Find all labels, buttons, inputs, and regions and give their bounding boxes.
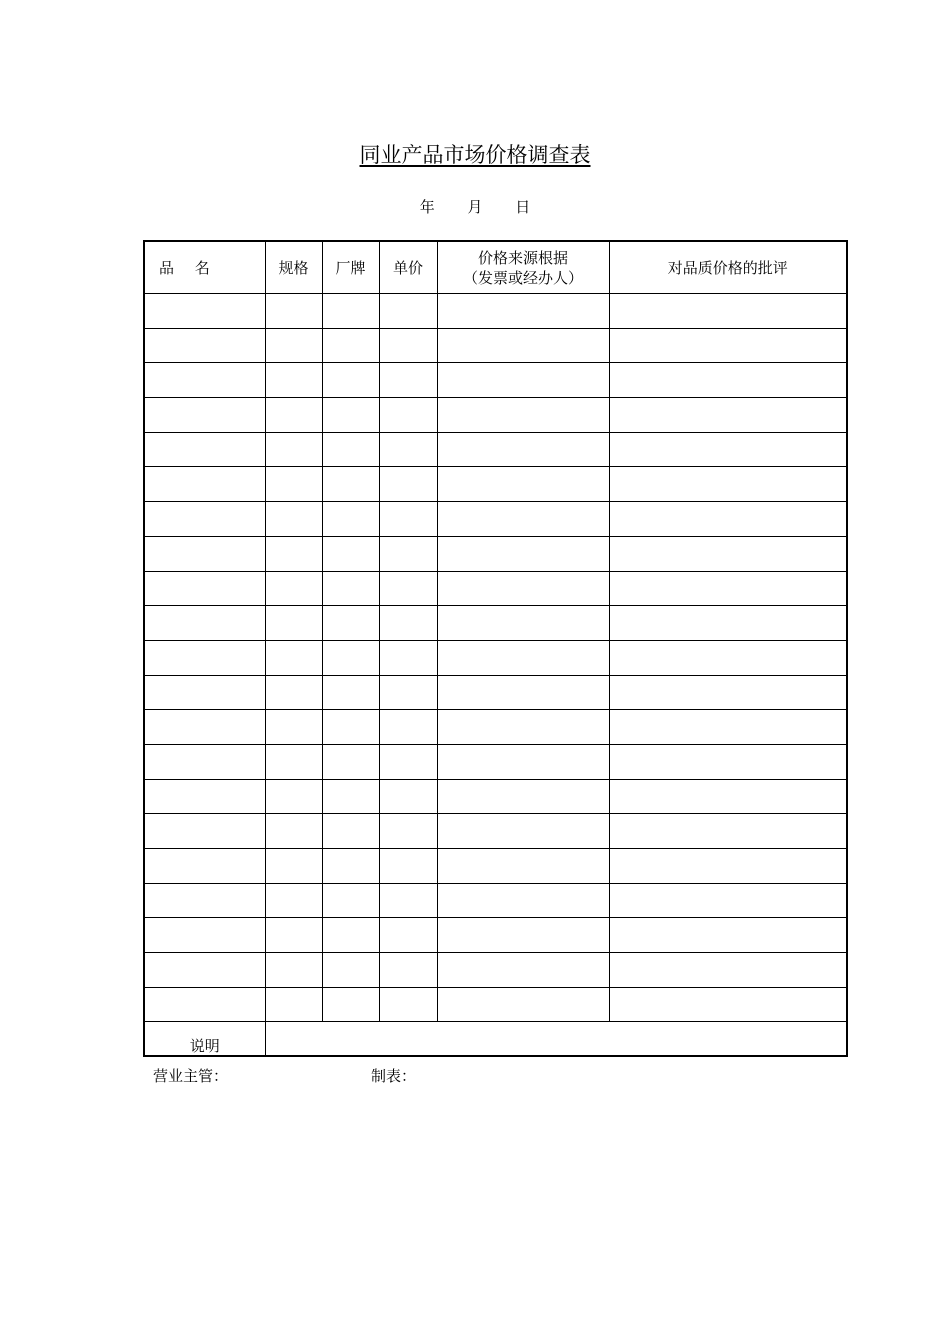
cell-quality-comment[interactable]: [609, 744, 847, 779]
cell-spec[interactable]: [265, 918, 322, 953]
table-row: [144, 502, 847, 537]
cell-unit-price[interactable]: [379, 294, 437, 329]
cell-unit-price[interactable]: [379, 779, 437, 814]
cell-spec[interactable]: [265, 849, 322, 884]
cell-spec[interactable]: [265, 536, 322, 571]
cell-price-source[interactable]: [437, 814, 609, 849]
cell-quality-comment[interactable]: [609, 398, 847, 433]
cell-brand[interactable]: [322, 398, 379, 433]
cell-product-name[interactable]: [144, 918, 265, 953]
header-unit-price: 单价: [379, 241, 437, 294]
cell-brand[interactable]: [322, 918, 379, 953]
cell-price-source[interactable]: [437, 398, 609, 433]
cell-price-source[interactable]: [437, 675, 609, 710]
cell-price-source[interactable]: [437, 294, 609, 329]
cell-brand[interactable]: [322, 953, 379, 988]
cell-product-name[interactable]: [144, 779, 265, 814]
cell-quality-comment[interactable]: [609, 432, 847, 467]
cell-product-name[interactable]: [144, 536, 265, 571]
cell-unit-price[interactable]: [379, 398, 437, 433]
table-header-row: [144, 241, 847, 294]
table-row: [144, 849, 847, 884]
table-row: [144, 779, 847, 814]
cell-price-source[interactable]: [437, 536, 609, 571]
cell-spec[interactable]: [265, 744, 322, 779]
cell-price-source[interactable]: [437, 883, 609, 918]
cell-unit-price[interactable]: [379, 918, 437, 953]
cell-product-name[interactable]: [144, 987, 265, 1022]
table-row: [144, 675, 847, 710]
cell-product-name[interactable]: [144, 294, 265, 329]
cell-spec[interactable]: [265, 398, 322, 433]
cell-price-source[interactable]: [437, 918, 609, 953]
cell-brand[interactable]: [322, 710, 379, 745]
date-month-label: 月: [467, 198, 483, 216]
cell-product-name[interactable]: [144, 571, 265, 606]
cell-product-name[interactable]: [144, 953, 265, 988]
cell-price-source[interactable]: [437, 953, 609, 988]
page-title: [0, 141, 950, 169]
cell-product-name[interactable]: [144, 710, 265, 745]
table-row: [144, 918, 847, 953]
cell-product-name[interactable]: [144, 883, 265, 918]
table-row: [144, 883, 847, 918]
cell-unit-price[interactable]: [379, 467, 437, 502]
cell-spec[interactable]: [265, 571, 322, 606]
cell-price-source[interactable]: [437, 432, 609, 467]
cell-product-name[interactable]: [144, 606, 265, 641]
cell-quality-comment[interactable]: [609, 675, 847, 710]
cell-unit-price[interactable]: [379, 640, 437, 675]
table-body: [144, 294, 847, 1057]
cell-spec[interactable]: [265, 640, 322, 675]
cell-unit-price[interactable]: [379, 744, 437, 779]
cell-unit-price[interactable]: [379, 571, 437, 606]
header-price-source-line2: （发票或经办人）: [462, 268, 583, 287]
cell-spec[interactable]: [265, 710, 322, 745]
cell-unit-price[interactable]: [379, 432, 437, 467]
cell-price-source[interactable]: [437, 467, 609, 502]
footer-maker-label: 制表：: [371, 1067, 417, 1085]
cell-unit-price[interactable]: [379, 536, 437, 571]
cell-quality-comment[interactable]: [609, 640, 847, 675]
cell-price-source[interactable]: [437, 328, 609, 363]
cell-brand[interactable]: [322, 432, 379, 467]
table-row: [144, 640, 847, 675]
header-price-source-line1: 价格来源根据: [477, 248, 568, 267]
cell-brand[interactable]: [322, 294, 379, 329]
cell-product-name[interactable]: [144, 640, 265, 675]
cell-unit-price[interactable]: [379, 606, 437, 641]
header-price-source: [437, 241, 609, 294]
date-line: [0, 197, 950, 217]
cell-brand[interactable]: [322, 675, 379, 710]
cell-spec[interactable]: [265, 363, 322, 398]
cell-unit-price[interactable]: [379, 710, 437, 745]
cell-brand[interactable]: [322, 849, 379, 884]
cell-unit-price[interactable]: [379, 502, 437, 537]
cell-brand[interactable]: [322, 328, 379, 363]
table-row: [144, 432, 847, 467]
header-product-name: 品 名: [144, 241, 265, 294]
table-row: [144, 294, 847, 329]
cell-spec[interactable]: [265, 294, 322, 329]
cell-spec[interactable]: [265, 675, 322, 710]
table-row: [144, 328, 847, 363]
cell-quality-comment[interactable]: [609, 294, 847, 329]
cell-product-name[interactable]: [144, 363, 265, 398]
cell-price-source[interactable]: [437, 987, 609, 1022]
cell-brand[interactable]: [322, 571, 379, 606]
cell-quality-comment[interactable]: [609, 536, 847, 571]
cell-unit-price[interactable]: [379, 883, 437, 918]
note-row: [144, 1022, 847, 1057]
cell-unit-price[interactable]: [379, 987, 437, 1022]
cell-spec[interactable]: [265, 779, 322, 814]
table-row: [144, 398, 847, 433]
cell-quality-comment[interactable]: [609, 849, 847, 884]
cell-quality-comment[interactable]: [609, 918, 847, 953]
note-cell[interactable]: [265, 1022, 847, 1057]
cell-price-source[interactable]: [437, 779, 609, 814]
cell-spec[interactable]: [265, 987, 322, 1022]
cell-spec[interactable]: [265, 606, 322, 641]
cell-spec[interactable]: [265, 502, 322, 537]
cell-brand[interactable]: [322, 779, 379, 814]
cell-price-source[interactable]: [437, 606, 609, 641]
cell-unit-price[interactable]: [379, 849, 437, 884]
cell-product-name[interactable]: [144, 328, 265, 363]
cell-product-name[interactable]: [144, 398, 265, 433]
cell-brand[interactable]: [322, 987, 379, 1022]
note-label: 说明: [144, 1022, 265, 1057]
table-row: [144, 363, 847, 398]
table-row: [144, 744, 847, 779]
date-year-label: 年: [419, 198, 435, 216]
cell-brand[interactable]: [322, 502, 379, 537]
cell-quality-comment[interactable]: [609, 814, 847, 849]
cell-price-source[interactable]: [437, 571, 609, 606]
table-row: [144, 606, 847, 641]
cell-quality-comment[interactable]: [609, 571, 847, 606]
cell-brand[interactable]: [322, 883, 379, 918]
table-row: [144, 953, 847, 988]
cell-price-source[interactable]: [437, 849, 609, 884]
cell-quality-comment[interactable]: [609, 953, 847, 988]
cell-spec[interactable]: [265, 953, 322, 988]
cell-price-source[interactable]: [437, 640, 609, 675]
cell-quality-comment[interactable]: [609, 883, 847, 918]
table-row: [144, 814, 847, 849]
table-row: [144, 467, 847, 502]
cell-quality-comment[interactable]: [609, 502, 847, 537]
table-row: [144, 536, 847, 571]
cell-spec[interactable]: [265, 883, 322, 918]
cell-spec[interactable]: [265, 814, 322, 849]
cell-product-name[interactable]: [144, 432, 265, 467]
table-row: [144, 571, 847, 606]
cell-product-name[interactable]: [144, 849, 265, 884]
header-spec: 规格: [265, 241, 322, 294]
cell-brand[interactable]: [322, 536, 379, 571]
cell-brand[interactable]: [322, 814, 379, 849]
cell-product-name[interactable]: [144, 744, 265, 779]
cell-brand[interactable]: [322, 606, 379, 641]
cell-product-name[interactable]: [144, 467, 265, 502]
cell-quality-comment[interactable]: [609, 606, 847, 641]
header-quality-comment: 对品质价格的批评: [609, 241, 847, 294]
cell-quality-comment[interactable]: [609, 779, 847, 814]
header-brand: 厂牌: [322, 241, 379, 294]
footer-manager-label: 营业主管：: [153, 1067, 229, 1085]
cell-quality-comment[interactable]: [609, 987, 847, 1022]
cell-price-source[interactable]: [437, 502, 609, 537]
cell-quality-comment[interactable]: [609, 328, 847, 363]
cell-unit-price[interactable]: [379, 953, 437, 988]
cell-quality-comment[interactable]: [609, 467, 847, 502]
cell-price-source[interactable]: [437, 744, 609, 779]
cell-product-name[interactable]: [144, 814, 265, 849]
cell-brand[interactable]: [322, 640, 379, 675]
cell-spec[interactable]: [265, 432, 322, 467]
table-row: [144, 987, 847, 1022]
cell-quality-comment[interactable]: [609, 710, 847, 745]
cell-unit-price[interactable]: [379, 814, 437, 849]
cell-spec[interactable]: [265, 328, 322, 363]
cell-brand[interactable]: [322, 363, 379, 398]
cell-price-source[interactable]: [437, 363, 609, 398]
cell-quality-comment[interactable]: [609, 363, 847, 398]
cell-product-name[interactable]: [144, 502, 265, 537]
cell-unit-price[interactable]: [379, 328, 437, 363]
cell-brand[interactable]: [322, 467, 379, 502]
cell-product-name[interactable]: [144, 675, 265, 710]
price-survey-table: [143, 240, 848, 1057]
cell-price-source[interactable]: [437, 710, 609, 745]
cell-unit-price[interactable]: [379, 363, 437, 398]
date-day-label: 日: [515, 198, 531, 216]
cell-spec[interactable]: [265, 467, 322, 502]
page-title-text: 同业产品市场价格调查表: [359, 143, 591, 167]
table-row: [144, 710, 847, 745]
cell-unit-price[interactable]: [379, 675, 437, 710]
cell-brand[interactable]: [322, 744, 379, 779]
